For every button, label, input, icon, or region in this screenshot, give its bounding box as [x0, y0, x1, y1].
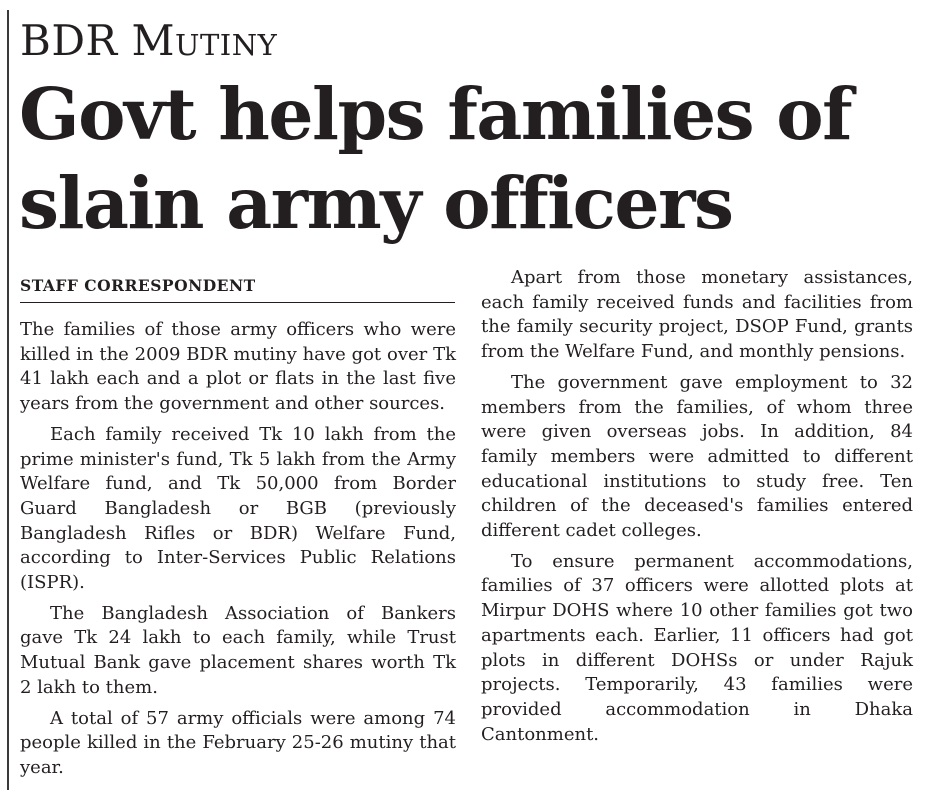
- paragraph: The government gave employment to 32 members from the families, of whom three were given overseas jobs. In addition, 84 family members were admitted to different educational institutions to study free. Ten children of the deceased's families entered different cadet colleges.: [481, 371, 913, 542]
- paragraph: Each family received Tk 10 lakh from the prime minister's fund, Tk 5 lakh from the Army Welfare fund, and Tk 50,000 from Border Guard Bangladesh or BGB (previously Bangladesh Rifles or BDR) Welfare Fund, according to Inter-Services Public Relations (ISPR).: [20, 423, 456, 594]
- paragraph: To ensure permanent accommodations, families of 37 officers were allotted plots at Mirpur DOHS where 10 other families got two apartments each. Earlier, 11 officers had got plots in different DOHSs or under Rajuk projects. Temporarily, 43 families were provided accommodation in Dhaka Cantonment.: [481, 550, 913, 745]
- byline-divider: [20, 302, 455, 303]
- headline: Govt helps families of slain army officers: [19, 72, 852, 245]
- column-rule: [7, 10, 9, 790]
- article-column-right: [481, 266, 913, 753]
- article-column-left: [20, 318, 456, 787]
- paragraph: A total of 57 army officials were among 74 people killed in the February 25-26 mutiny that year.: [20, 707, 456, 778]
- section-kicker: BDR Mutiny: [20, 16, 278, 65]
- paragraph: The Bangladesh Association of Bankers gave Tk 24 lakh to each family, while Trust Mutual Bank gave placement shares worth Tk 2 lakh to them.: [20, 602, 456, 698]
- paragraph: Apart from those monetary assistances, each family received funds and facilities from the family security project, DSOP Fund, grants from the Welfare Fund, and monthly pensions.: [481, 267, 913, 363]
- byline: STAFF CORRESPONDENT: [20, 276, 256, 295]
- paragraph: The families of those army officers who were killed in the 2009 BDR mutiny have got over Tk 41 lakh each and a plot or flats in the last five years from the government and other sources.: [20, 319, 456, 415]
